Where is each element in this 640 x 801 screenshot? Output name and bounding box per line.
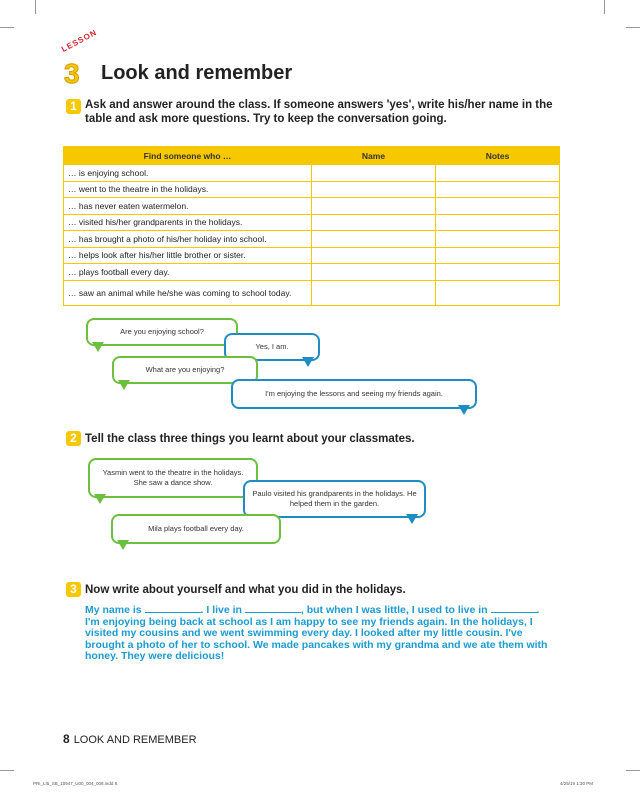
blank-line bbox=[145, 604, 201, 613]
table-cell-prompt: … helps look after his/her little brother or sister. bbox=[64, 247, 312, 264]
crop-mark bbox=[35, 0, 36, 14]
activity-number-badge: 3 bbox=[66, 582, 81, 597]
name-cell[interactable] bbox=[312, 198, 436, 215]
speech-bubble bbox=[86, 318, 238, 346]
page-footer bbox=[63, 732, 197, 746]
bubble-tail bbox=[92, 342, 104, 352]
find-someone-table bbox=[63, 146, 560, 306]
bubble-text: Mila plays football every day. bbox=[148, 524, 244, 533]
bubble-tail bbox=[458, 405, 470, 415]
activity-1-instruction: Ask and answer around the class. If someone answers 'yes', write his/her name in the table and ask more questions. Try to keep the conversation going. bbox=[85, 99, 553, 125]
table-cell-prompt: … has never eaten watermelon. bbox=[64, 198, 312, 215]
name-cell[interactable] bbox=[312, 264, 436, 281]
crop-mark bbox=[0, 770, 14, 771]
speech-bubble bbox=[243, 480, 426, 518]
blank-line bbox=[245, 604, 301, 613]
bubble-tail bbox=[302, 357, 314, 367]
table-row bbox=[64, 280, 560, 305]
activity-number-badge: 1 bbox=[66, 99, 81, 114]
notes-cell[interactable] bbox=[436, 181, 560, 198]
table-row bbox=[64, 247, 560, 264]
print-slug-date: 4/25/19 1:30 PM bbox=[560, 781, 594, 786]
table-cell-prompt: … went to the theatre in the holidays. bbox=[64, 181, 312, 198]
name-cell[interactable] bbox=[312, 247, 436, 264]
lesson-label: LESSON bbox=[60, 27, 99, 54]
table-cell-prompt: … visited his/her grandparents in the holidays. bbox=[64, 214, 312, 231]
table-header: Notes bbox=[436, 147, 560, 165]
table-header: Name bbox=[312, 147, 436, 165]
bubble-text: Yes, I am. bbox=[255, 342, 289, 351]
crop-mark bbox=[626, 770, 640, 771]
table-header: Find someone who … bbox=[64, 147, 312, 165]
print-slug: PRI_LI5_SB_10947_U00_004_008.indd 8 bbox=[33, 781, 118, 786]
notes-cell[interactable] bbox=[436, 198, 560, 215]
paragraph-text: , but when I was little, I used to live in bbox=[300, 604, 491, 616]
notes-cell[interactable] bbox=[436, 214, 560, 231]
bubble-text: Are you enjoying school? bbox=[120, 327, 204, 336]
notes-cell[interactable] bbox=[436, 247, 560, 264]
bubble-text: Paulo visited his grandparents in the holidays. He helped them in the garden. bbox=[252, 489, 417, 508]
notes-cell[interactable] bbox=[436, 165, 560, 182]
page-title: Look and remember bbox=[101, 62, 293, 84]
crop-mark bbox=[626, 27, 640, 28]
speech-bubble bbox=[88, 458, 258, 498]
activity-2-instruction: Tell the class three things you learnt about your classmates. bbox=[85, 433, 415, 445]
table-cell-prompt: … is enjoying school. bbox=[64, 165, 312, 182]
example-paragraph bbox=[85, 604, 555, 663]
name-cell[interactable] bbox=[312, 181, 436, 198]
table-cell-prompt: … saw an animal while he/she was coming to school today. bbox=[64, 280, 312, 305]
name-cell[interactable] bbox=[312, 231, 436, 248]
table-cell-prompt: … has brought a photo of his/her holiday into school. bbox=[64, 231, 312, 248]
table-row bbox=[64, 198, 560, 215]
name-cell[interactable] bbox=[312, 165, 436, 182]
paragraph-text: . I live in bbox=[200, 604, 245, 616]
name-cell[interactable] bbox=[312, 214, 436, 231]
lesson-number: 3 bbox=[64, 58, 80, 89]
bubble-text: Yasmin went to the theatre in the holidays. She saw a dance show. bbox=[102, 468, 244, 487]
table-row bbox=[64, 264, 560, 281]
paragraph-text: My name is bbox=[85, 604, 145, 616]
bubble-tail bbox=[94, 494, 106, 504]
crop-mark bbox=[0, 27, 14, 28]
bubble-text: I'm enjoying the lessons and seeing my friends again. bbox=[265, 389, 443, 398]
activity-number-badge: 2 bbox=[66, 431, 81, 446]
notes-cell[interactable] bbox=[436, 264, 560, 281]
bubble-tail bbox=[118, 380, 130, 390]
speech-bubble bbox=[111, 514, 281, 544]
footer-label: LOOK AND REMEMBER bbox=[73, 734, 197, 746]
table-row bbox=[64, 214, 560, 231]
table-cell-prompt: … plays football every day. bbox=[64, 264, 312, 281]
name-cell[interactable] bbox=[312, 280, 436, 305]
activity-3-instruction: Now write about yourself and what you did in the holidays. bbox=[85, 584, 406, 596]
notes-cell[interactable] bbox=[436, 280, 560, 305]
bubble-tail bbox=[406, 514, 418, 524]
bubble-text: What are you enjoying? bbox=[145, 365, 225, 374]
page-number: 8 bbox=[63, 732, 70, 746]
table-row bbox=[64, 231, 560, 248]
paragraph-text: . I'm enjoying being back at school as I am happy to see my friends again. In the holidays, I visited my cousins and we went swimming every day. I looked after my little cousin. I've brought a photo of her to school. We made pancakes with my grandma and we ate them with honey. They were delicious! bbox=[85, 604, 548, 663]
table-row bbox=[64, 181, 560, 198]
notes-cell[interactable] bbox=[436, 231, 560, 248]
blank-line bbox=[491, 604, 537, 613]
speech-bubble bbox=[231, 379, 477, 409]
bubble-tail bbox=[117, 540, 129, 550]
table-row bbox=[64, 165, 560, 182]
crop-mark bbox=[604, 0, 605, 14]
